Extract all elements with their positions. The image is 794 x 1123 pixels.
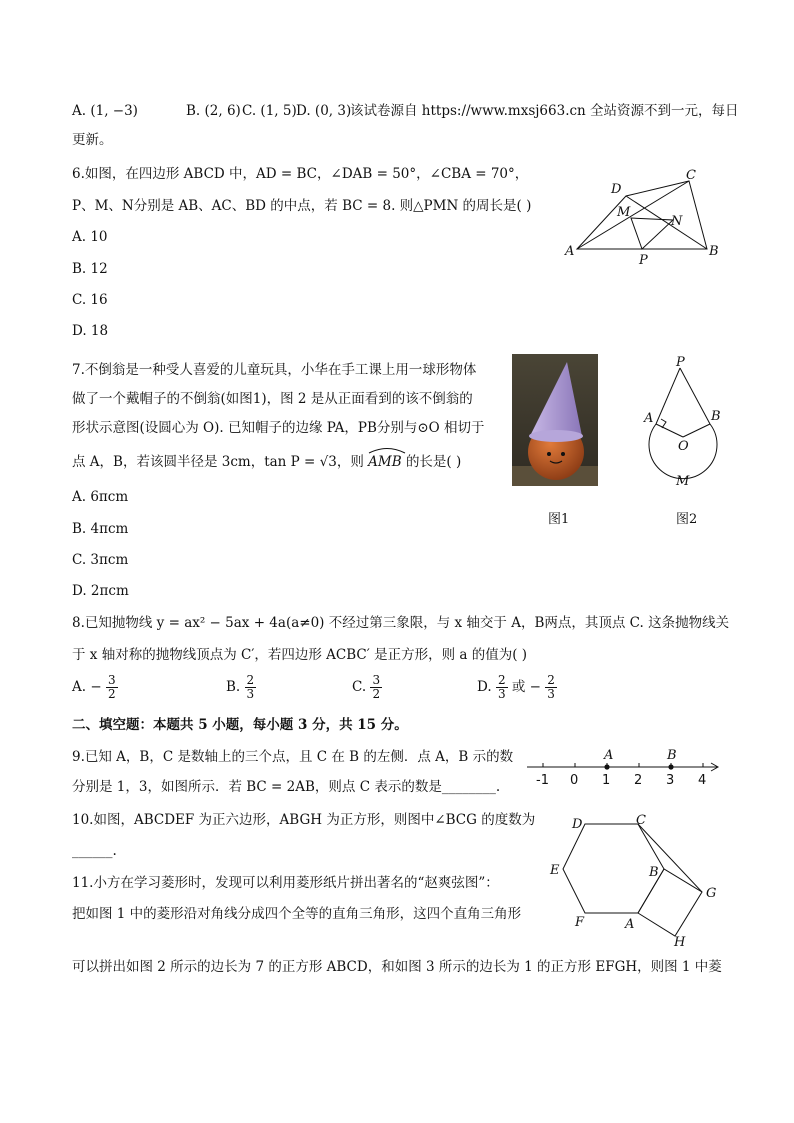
q10-label-d: D bbox=[572, 817, 583, 832]
promo-text: 该试卷源自 https://www.mxsj663.cn 全站资源不到一元，每日 bbox=[350, 103, 739, 119]
q6-option-c: C. 16 bbox=[72, 292, 108, 308]
point-a-dot bbox=[604, 764, 609, 769]
q10-label-c: C bbox=[636, 813, 646, 828]
q7-label-o: O bbox=[678, 439, 689, 454]
q6-option-a: A. 10 bbox=[72, 229, 108, 245]
q6-stem-1: 6.如图，在四边形 ABCD 中，AD = BC，∠DAB = 50°，∠CBA = 70°， bbox=[72, 166, 529, 182]
q7-option-b: B. 4πcm bbox=[72, 521, 129, 537]
q8-b-den: 3 bbox=[246, 687, 255, 701]
q8-option-a bbox=[72, 674, 118, 701]
q6-label-m: M bbox=[617, 205, 631, 220]
q9-tick-label: 4 bbox=[698, 773, 707, 788]
q9-tick-label: 3 bbox=[666, 773, 675, 788]
q7-label-p: P bbox=[676, 355, 685, 370]
q8-c-den: 2 bbox=[372, 687, 381, 701]
q11-stem-3: 可以拼出如图 2 所示的边长为 7 的正方形 ABCD，和如图 3 所示的边长为 1 的正方形 EFGH，则图 1 中菱 bbox=[72, 959, 722, 975]
q7-option-a: A. 6πcm bbox=[72, 489, 129, 505]
q7-stem-2: 做了一个戴帽子的不倒翁(如图1)，图 2 是从正面看到的该不倒翁的 bbox=[72, 391, 473, 407]
q11-stem-1: 11.小方在学习菱形时，发现可以利用菱形纸片拼出著名的“赵爽弦图”： bbox=[72, 875, 499, 891]
q9-tick-label: -1 bbox=[536, 773, 549, 788]
q7-option-c: C. 3πcm bbox=[72, 552, 129, 568]
q7-option-d: D. 2πcm bbox=[72, 583, 129, 599]
q8-option-b bbox=[226, 674, 256, 701]
q8-option-b-prefix: B. bbox=[226, 679, 241, 695]
q8-option-d-fraction-1 bbox=[496, 674, 508, 701]
q8-option-d bbox=[477, 674, 557, 701]
q9-tick-label: 1 bbox=[602, 773, 611, 788]
q10-label-f: F bbox=[575, 915, 585, 930]
tumbler-toy-photo bbox=[512, 354, 598, 486]
q8-d-num2: 2 bbox=[547, 673, 555, 687]
q8-a-num: 3 bbox=[107, 673, 116, 687]
q7-arc-label bbox=[368, 450, 402, 472]
q11-stem-2: 把如图 1 中的菱形沿对角线分成四个全等的直角三角形，这四个直角三角形 bbox=[72, 906, 522, 922]
q6-label-b: B bbox=[709, 244, 719, 259]
q10-label-g: G bbox=[706, 886, 717, 901]
q8-option-d-prefix: D. bbox=[477, 679, 492, 695]
q7-tangent-circle-figure bbox=[640, 354, 730, 494]
q6-option-d: D. 18 bbox=[72, 323, 109, 339]
point-b-dot bbox=[668, 764, 673, 769]
q7-stem-4-text: 点 A，B，若该圆半径是 3cm，tan P = √3，则 bbox=[72, 454, 364, 470]
q6-label-a: A bbox=[565, 244, 575, 259]
q8-option-d-fraction-2 bbox=[545, 674, 557, 701]
q8-option-b-fraction bbox=[245, 674, 257, 701]
q9-point-b-label: B bbox=[667, 748, 677, 763]
q8-a-den: 2 bbox=[107, 687, 116, 701]
q5-option-a: A. (1, −3) bbox=[72, 103, 138, 119]
q5-option-d: D. (0, 3) bbox=[296, 103, 352, 119]
q10-label-e: E bbox=[550, 863, 560, 878]
q8-c-num: 3 bbox=[372, 673, 381, 687]
q6-label-d: D bbox=[611, 182, 622, 197]
q9-point-a-label: A bbox=[604, 748, 614, 763]
q8-option-a-fraction bbox=[106, 674, 118, 701]
q10-stem-2: ______. bbox=[72, 843, 117, 859]
q6-stem-2: P、M、N分别是 AB、AC、BD 的中点，若 BC = 8. 则△PMN 的周长是( ) bbox=[72, 198, 532, 214]
q7-stem-3: 形状示意图(设圆心为 O). 已知帽子的边缘 PA，PB分别与⊙O 相切于 bbox=[72, 420, 485, 436]
section-2-heading: 二、填空题：本题共 5 小题，每小题 3 分，共 15 分。 bbox=[72, 717, 408, 733]
q5-option-b: B. (2, 6) bbox=[186, 103, 241, 119]
q8-option-c bbox=[352, 674, 382, 701]
q8-stem-2: 于 x 轴对称的抛物线顶点为 C′，若四边形 ACBC′ 是正方形，则 a 的值为( ) bbox=[72, 647, 528, 663]
q7-label-m: M bbox=[676, 474, 690, 489]
q7-label-a: A bbox=[644, 411, 654, 426]
q7-fig1-caption: 图1 bbox=[548, 512, 570, 527]
q5-option-c: C. (1, 5) bbox=[242, 103, 297, 119]
q9-stem-2: 分别是 1，3，如图所示．若 BC = 2AB，则点 C 表示的数是________. bbox=[72, 779, 501, 795]
q8-option-a-prefix: A. − bbox=[72, 679, 102, 695]
q8-option-c-prefix: C. bbox=[352, 679, 367, 695]
q9-tick-label: 0 bbox=[570, 773, 579, 788]
q8-d-den: 3 bbox=[497, 687, 506, 701]
q7-fig2-caption: 图2 bbox=[676, 512, 698, 527]
arc-symbol bbox=[368, 446, 406, 454]
q10-hexagon-square-figure bbox=[540, 810, 725, 955]
promo-text-cont: 更新。 bbox=[72, 132, 113, 148]
q7-stem-4-tail: 的长是( ) bbox=[405, 454, 462, 470]
q10-stem-1: 10.如图，ABCDEF 为正六边形，ABGH 为正方形，则图中∠BCG 的度数为 bbox=[72, 812, 536, 828]
tumbler-toy-image bbox=[512, 354, 598, 486]
q8-d-den2: 3 bbox=[547, 687, 555, 701]
q6-quadrilateral-figure bbox=[555, 165, 730, 270]
q9-number-line bbox=[525, 745, 725, 790]
q6-label-n: N bbox=[671, 214, 683, 229]
q8-d-num: 2 bbox=[497, 673, 506, 687]
q7-stem-4 bbox=[72, 450, 461, 472]
q10-label-a: A bbox=[625, 917, 635, 932]
q7-arc-text: AMB bbox=[368, 454, 402, 470]
q6-option-b: B. 12 bbox=[72, 261, 108, 277]
q8-option-d-or: 或 − bbox=[511, 679, 541, 695]
q9-stem-1: 9.已知 A，B，C 是数轴上的三个点，且 C 在 B 的左侧．点 A，B 示的数 bbox=[72, 749, 514, 765]
q8-stem-1: 8.已知抛物线 y = ax² − 5ax + 4a(a≠0) 不经过第三象限，与 x 轴交于 A，B两点，其顶点 C. 这条抛物线关 bbox=[72, 615, 730, 631]
q7-label-b: B bbox=[711, 409, 721, 424]
q10-label-b: B bbox=[649, 865, 659, 880]
q8-option-c-fraction bbox=[370, 674, 382, 701]
q8-b-num: 2 bbox=[246, 673, 255, 687]
q6-label-c: C bbox=[686, 168, 696, 183]
q10-label-h: H bbox=[674, 935, 686, 950]
q9-tick-label: 2 bbox=[634, 773, 643, 788]
q6-label-p: P bbox=[639, 253, 648, 268]
q7-stem-1: 7.不倒翁是一种受人喜爱的儿童玩具，小华在手工课上用一球形物体 bbox=[72, 362, 477, 378]
